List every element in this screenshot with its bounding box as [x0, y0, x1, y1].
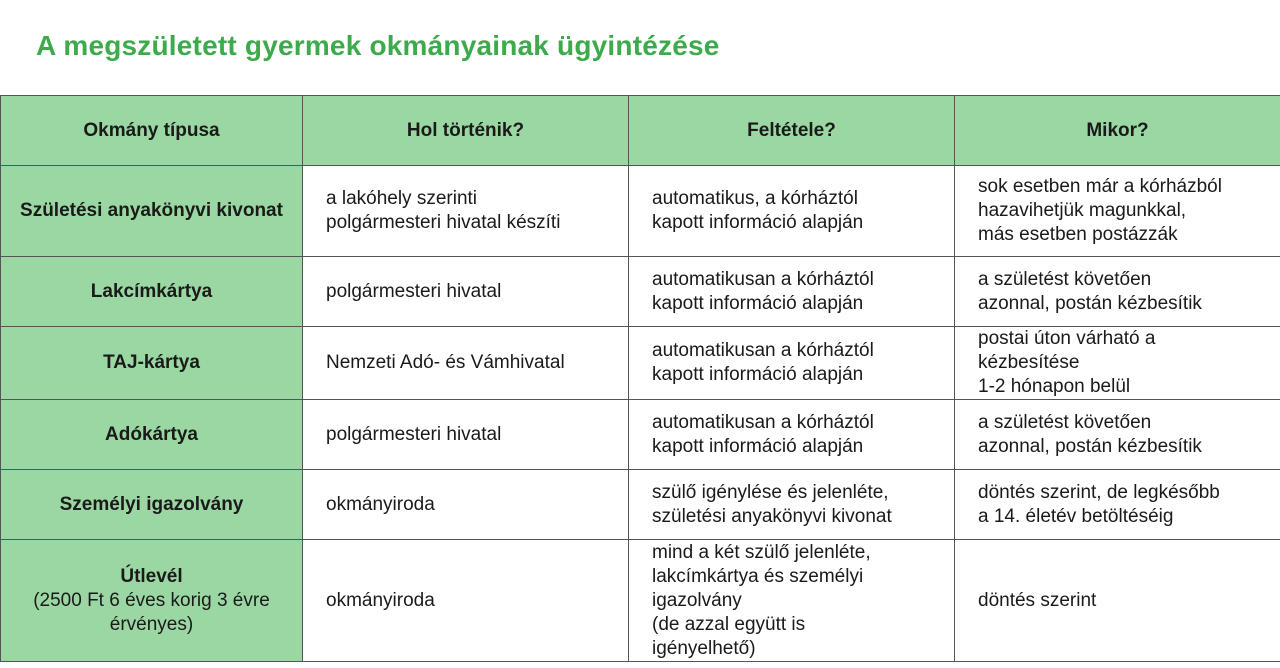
- table-header-row: [1, 96, 1280, 166]
- document-name-label: Személyi igazolvány: [59, 493, 244, 515]
- document-where: a lakóhely szerinti polgármesteri hivatal készíti: [303, 166, 629, 257]
- document-where: polgármesteri hivatal: [303, 400, 629, 470]
- document-name: [1, 540, 303, 662]
- document-name-label: TAJ-kártya: [103, 352, 200, 373]
- document-when: sok esetben már a kórházból hazavihetjük magunkkal, más esetben postázzák: [955, 166, 1280, 257]
- header-where: Hol történik?: [303, 96, 629, 166]
- document-condition: automatikusan a kórháztól kapott információ alapján: [629, 327, 955, 400]
- table-row: [1, 400, 1280, 470]
- header-condition: Feltétele?: [629, 96, 955, 166]
- table-row: [1, 257, 1280, 327]
- header-document-type: Okmány típusa: [1, 96, 303, 166]
- document-name: [1, 327, 303, 400]
- table-row: [1, 540, 1280, 662]
- document-condition: mind a két szülő jelenléte, lakcímkártya és személyi igazolvány (de azzal együtt is igényelhető): [629, 540, 955, 662]
- document-condition: automatikus, a kórháztól kapott információ alapján: [629, 166, 955, 257]
- document-where: okmányiroda: [303, 470, 629, 540]
- document-name-label: Születési anyakönyvi kivonat: [20, 200, 283, 221]
- documents-table: [0, 95, 1280, 662]
- header-when: Mikor?: [955, 96, 1280, 166]
- document-when: a születést követően azonnal, postán kézbesítik: [955, 400, 1280, 470]
- document-name: [1, 470, 303, 540]
- document-condition: szülő igénylése és jelenléte, születési anyakönyvi kivonat: [629, 470, 955, 540]
- table-row: [1, 470, 1280, 540]
- table-row: [1, 166, 1280, 257]
- document-when: a születést követően azonnal, postán kézbesítik: [955, 257, 1280, 327]
- document-name: [1, 257, 303, 327]
- document-name-label: Lakcímkártya: [90, 280, 213, 302]
- document-name: [1, 400, 303, 470]
- document-where: polgármesteri hivatal: [303, 257, 629, 327]
- page-title: A megszületett gyermek okmányainak ügyintézése: [36, 30, 720, 61]
- document-condition: automatikusan a kórháztól kapott információ alapján: [629, 400, 955, 470]
- document-name-label: Adókártya: [105, 423, 198, 445]
- table-row: [1, 327, 1280, 400]
- document-where: okmányiroda: [303, 540, 629, 662]
- document-where: Nemzeti Adó- és Vámhivatal: [303, 327, 629, 400]
- document-name: [1, 166, 303, 257]
- document-when: döntés szerint, de legkésőbb a 14. életév betöltéséig: [955, 470, 1280, 540]
- document-name-label: Útlevél: [120, 565, 183, 587]
- document-when: döntés szerint: [955, 540, 1280, 662]
- document-when: postai úton várható a kézbesítése 1-2 hónapon belül: [955, 327, 1280, 400]
- document-condition: automatikusan a kórháztól kapott információ alapján: [629, 257, 955, 327]
- document-name-note: (2500 Ft 6 éves korig 3 évre érvényes): [33, 589, 270, 635]
